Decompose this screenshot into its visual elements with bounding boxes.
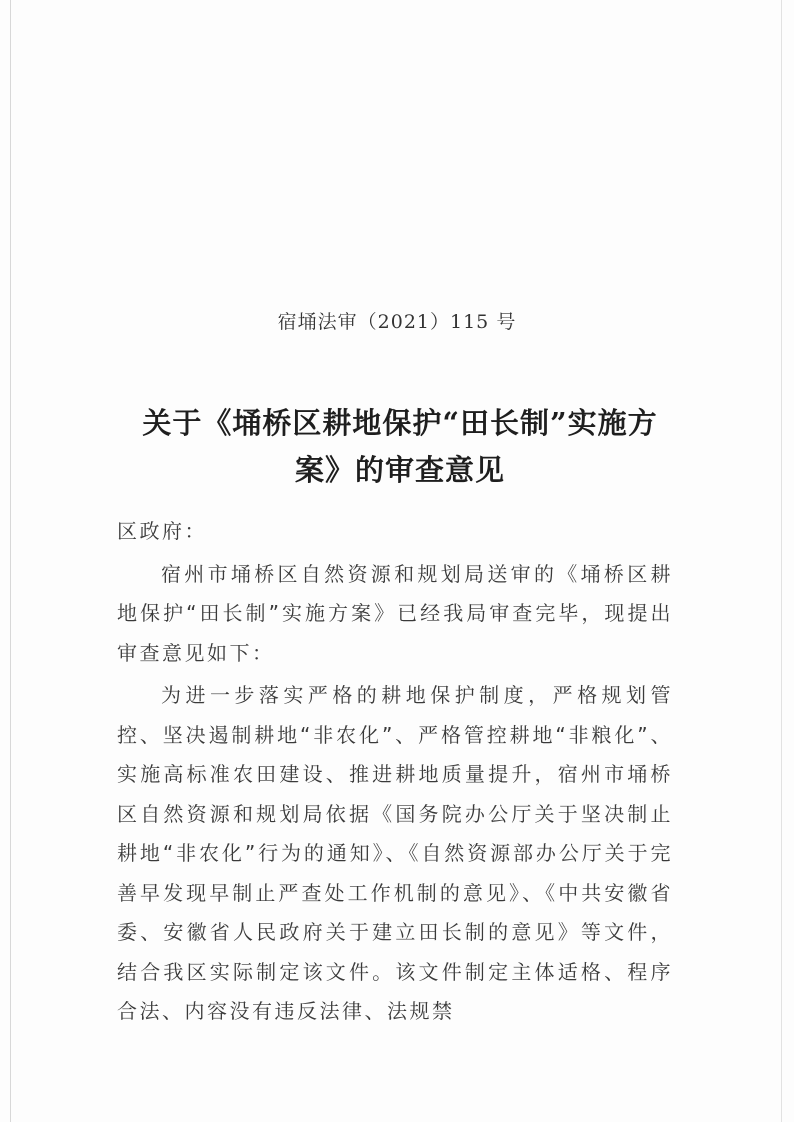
scan-edge-left bbox=[10, 0, 11, 1122]
document-number: 宿埇法审（2021）115 号 bbox=[277, 311, 517, 333]
document-body bbox=[117, 512, 673, 1035]
body-paragraph-1: 宿州市埇桥区自然资源和规划局送审的《埇桥区耕地保护“田长制”实施方案》已经我局审查完毕，现提出审查意见如下： bbox=[117, 561, 673, 665]
body-paragraph-2: 为进一步落实严格的耕地保护制度，严格规划管控、坚决遏制耕地“非农化”、严格管控耕地“非粮化”、实施高标准农田建设、推进耕地质量提升，宿州市埇桥区自然资源和规划局依据《国务院办公厅关于坚决制止耕地“非农化”行为的通知》、《自然资源部办公厅关于完善早发现早制止严查处工作机制的意见》、《中共安徽省委、安徽省人民政府关于建立田长制的意见》等文件，结合我区实际制定该文件。该文件制定主体适格、程序合法、内容没有违反法律、法规禁 bbox=[117, 683, 673, 1023]
document-title: 关于《埇桥区耕地保护“田长制”实施方案》的审查意见 bbox=[142, 406, 658, 487]
scan-edge-right bbox=[781, 0, 782, 1122]
salutation: 区政府： bbox=[117, 519, 207, 543]
